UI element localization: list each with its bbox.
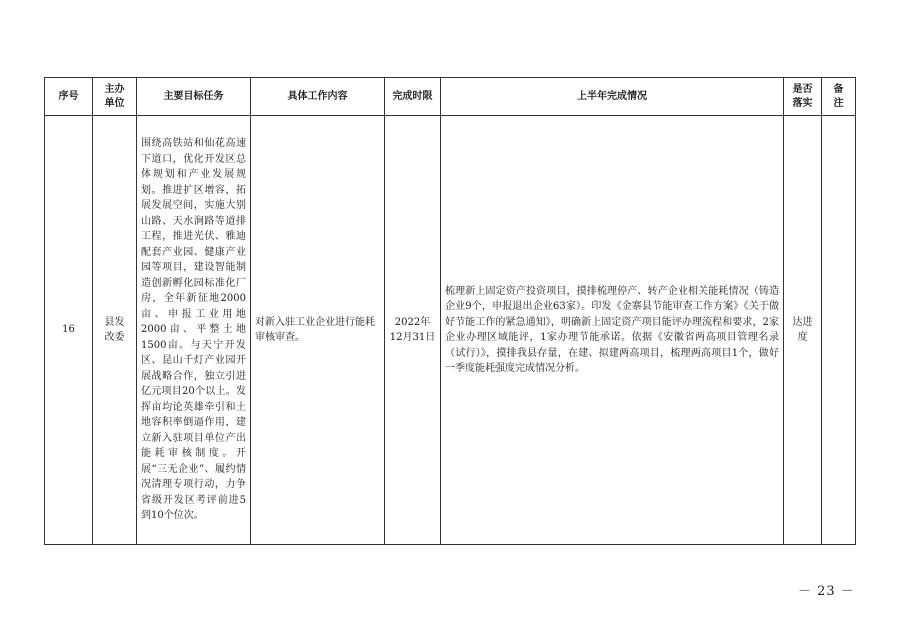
cell-no: 16	[45, 116, 93, 545]
header-deadline: 完成时限	[385, 78, 441, 116]
cell-task: 围绕高铁站和仙花高速下道口，优化开发区总体规划和产业发展规划。推进扩区增容，拓展发展空间，实施大别山路、天水涧路等道排工程，推进光伏、雅迪配套产业园、健康产业园等项目，建设智能制造创新孵化园标准化厂房，全年新征地2000亩、申报工业用地2000亩、平整土地1500亩。与天宁开发区、昆山千灯产业园开展战略合作，独立引进亿元项目20个以上。发挥亩均论英雄牵引和土地容积率倒逼作用，建立新入驻项目单位产出能耗审核制度。开展“三无企业”、履约情况清理专项行动，力争省级开发区考评前进5到10个位次。	[137, 116, 251, 545]
header-row	[45, 78, 856, 116]
cell-unit: 县发 改委	[93, 116, 137, 545]
table-row	[45, 116, 856, 545]
cell-content: 对新入驻工业企业进行能耗审核审查。	[251, 116, 385, 545]
cell-status: 梳理新上固定资产投资项目，摸排梳理停产、转产企业相关能耗情况（铸造企业9个，申报退出企业63家）。印发《金寨县节能审查工作方案》《关于做好节能工作的紧急通知》，明确新上固定资产项目能评办理流程和要求，2家企业办理区域能评，1家办理节能承诺。依据《安徽省两高项目管理名录（试行）》，摸排我县存量，在建、拟建两高项目，梳理两高项目1个，做好一季度能耗强度完成情况分析。	[441, 116, 784, 545]
header-no: 序号	[45, 78, 93, 116]
header-implemented: 是否 落实	[784, 78, 822, 116]
header-content: 具体工作内容	[251, 78, 385, 116]
cell-remark	[822, 116, 856, 545]
header-remark: 备 注	[822, 78, 856, 116]
header-status: 上半年完成情况	[441, 78, 784, 116]
cell-implemented: 达进 度	[784, 116, 822, 545]
page-number: － 23 －	[798, 584, 855, 599]
work-plan-table	[44, 77, 856, 545]
header-task: 主要目标任务	[137, 78, 251, 116]
header-unit: 主办 单位	[93, 78, 137, 116]
cell-deadline: 2022年 12月31日	[385, 116, 441, 545]
